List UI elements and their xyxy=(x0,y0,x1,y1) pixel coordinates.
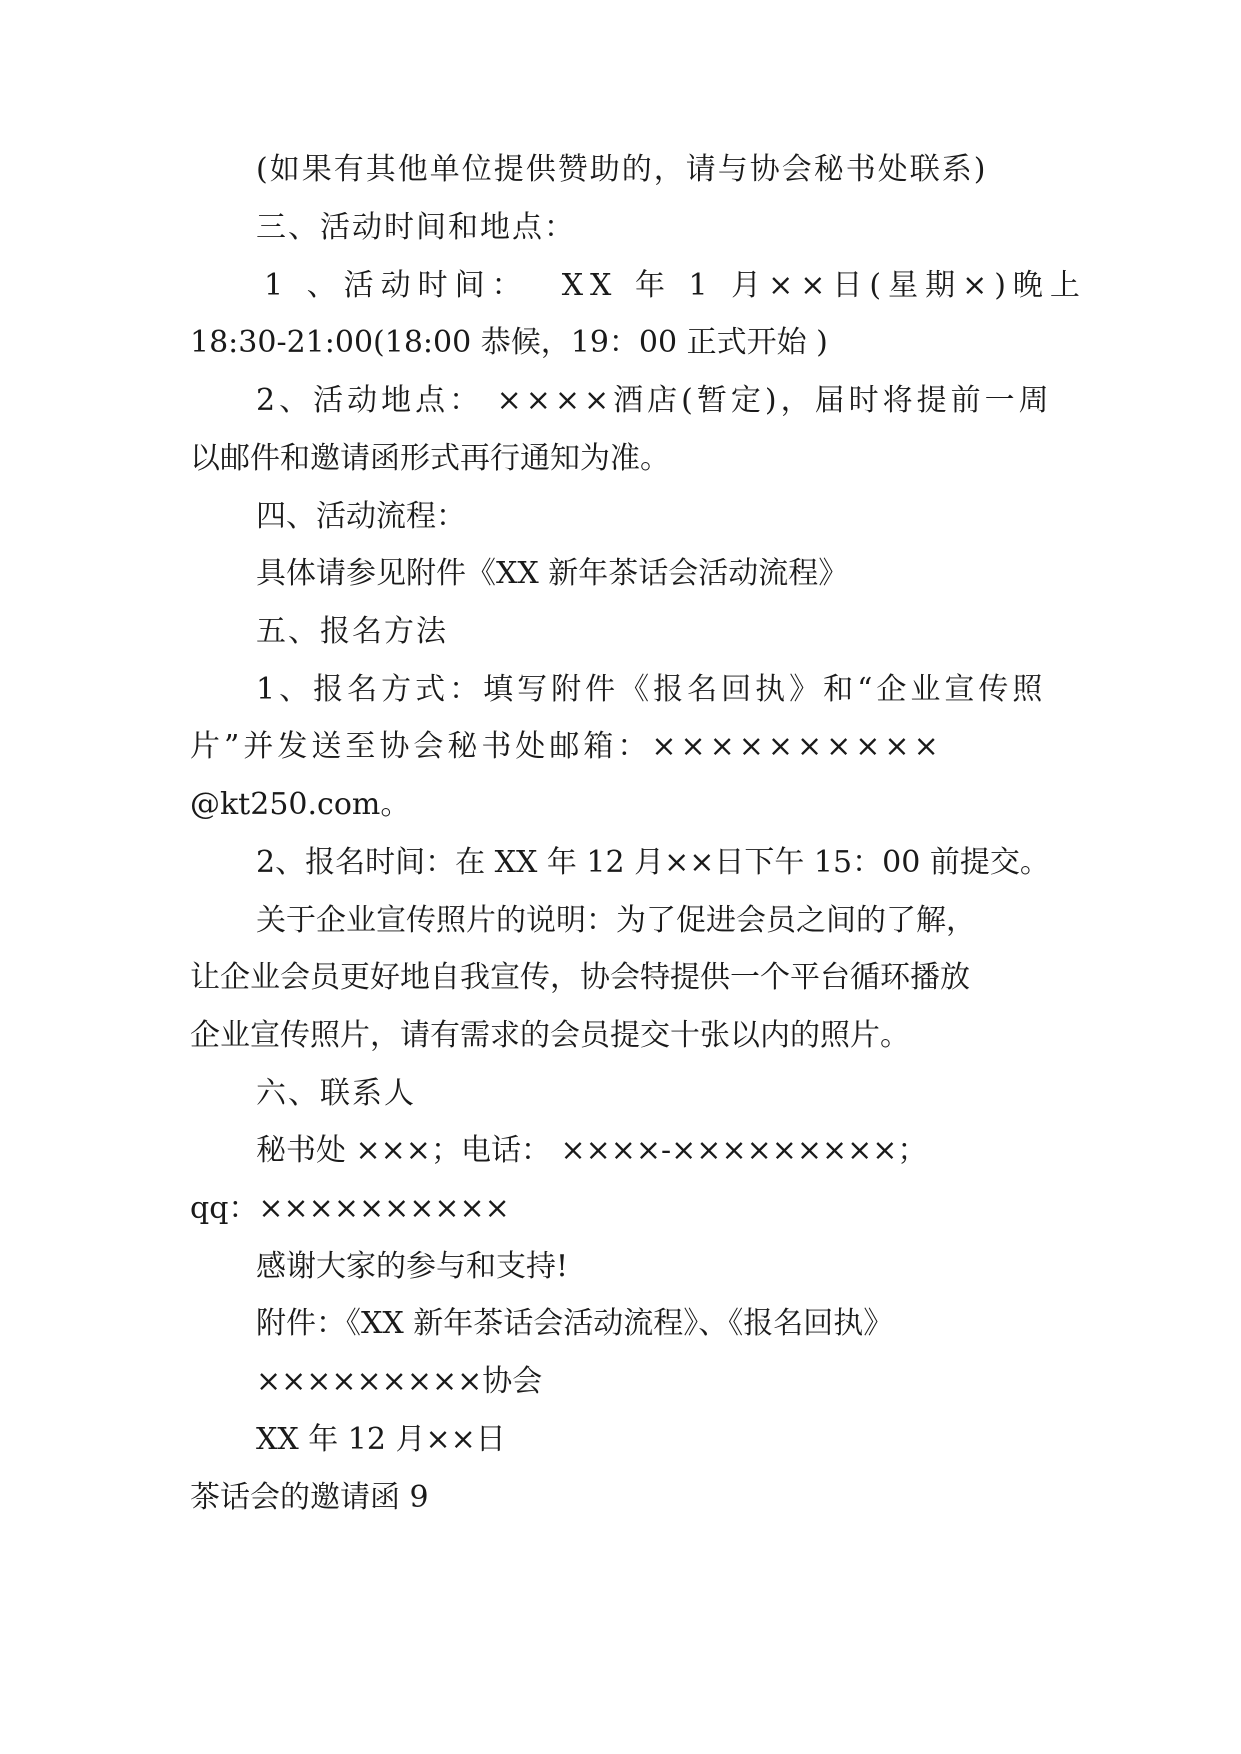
sponsor-note: (如果有其他单位提供赞助的，请与协会秘书处联系) xyxy=(256,152,988,187)
activity-time-continued: 18:30-21:00(18:00 恭候，19：00 正式开始 ) xyxy=(190,325,828,360)
activity-time-line: 1 、活动时间： XX 年 1 月××日(星期×)晚上 xyxy=(264,268,1087,303)
signature-organization: ×××××××××协会 xyxy=(256,1364,543,1399)
attachments-line: 附件：《XX 新年茶话会活动流程》、《报名回执》 xyxy=(256,1306,894,1341)
activity-location-line: 2、活动地点： ××××酒店(暂定)，届时将提前一周 xyxy=(256,383,1053,418)
registration-method-line: 1、报名方式：填写附件《报名回执》和“企业宣传照 xyxy=(256,672,1047,707)
photo-explanation-continued: 让企业会员更好地自我宣传，协会特提供一个平台循环播放 xyxy=(190,960,970,995)
section-heading-contact: 六、联系人 xyxy=(256,1076,416,1111)
section-heading-process: 四、活动流程： xyxy=(256,499,466,534)
activity-location-continued: 以邮件和邀请函形式再行通知为准。 xyxy=(190,441,670,476)
registration-deadline: 2、报名时间：在 XX 年 12 月××日下午 15：00 前提交。 xyxy=(256,845,1050,880)
registration-method-continued: 片”并发送至协会秘书处邮箱：×××××××××× xyxy=(190,729,943,764)
next-document-title: 茶话会的邀请函 9 xyxy=(190,1480,429,1515)
section-heading-time-place: 三、活动时间和地点： xyxy=(256,210,576,245)
contact-qq: qq：×××××××××× xyxy=(190,1191,510,1226)
signature-date: XX 年 12 月××日 xyxy=(256,1422,506,1457)
contact-line: 秘书处 ×××；电话： ××××-×××××××××； xyxy=(256,1133,928,1168)
thanks-line: 感谢大家的参与和支持! xyxy=(256,1249,569,1284)
process-reference: 具体请参见附件《XX 新年茶话会活动流程》 xyxy=(256,556,849,591)
photo-explanation-line: 关于企业宣传照片的说明：为了促进会员之间的了解， xyxy=(256,903,976,938)
photo-explanation-end: 企业宣传照片，请有需求的会员提交十张以内的照片。 xyxy=(190,1018,910,1053)
section-heading-registration: 五、报名方法 xyxy=(256,614,448,649)
registration-email-domain: @kt250.com。 xyxy=(190,787,411,822)
